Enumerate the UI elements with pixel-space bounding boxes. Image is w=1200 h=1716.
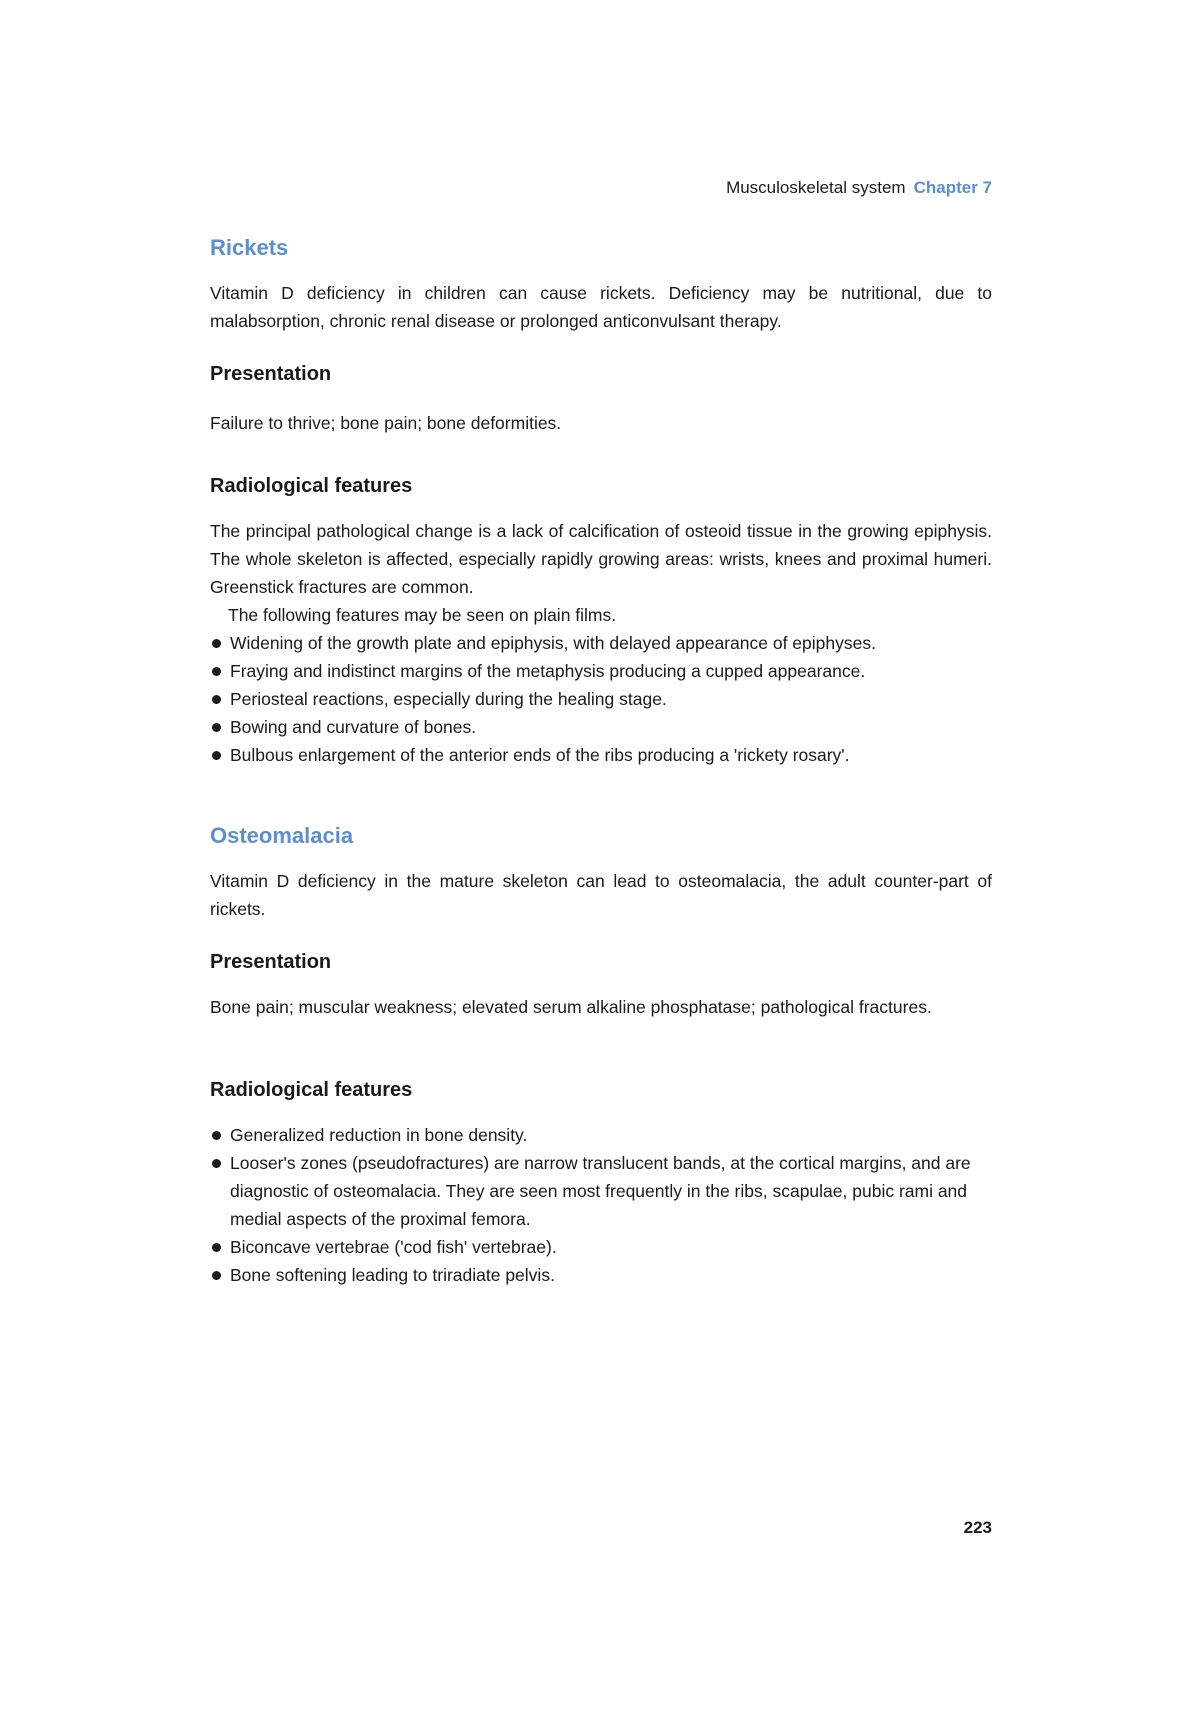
list-item — [210, 657, 992, 685]
list-item-text: Periosteal reactions, especially during the healing stage. — [230, 689, 667, 709]
osteomalacia-intro: Vitamin D deficiency in the mature skeleton can lead to osteomalacia, the adult counter-part of rickets. — [210, 871, 992, 919]
list-item-text: Biconcave vertebrae ('cod fish' vertebrae). — [230, 1237, 557, 1257]
page-number: 223 — [963, 1518, 992, 1537]
list-item-text: Bulbous enlargement of the anterior ends of the ribs producing a 'rickety rosary'. — [230, 745, 850, 765]
bullet-icon — [212, 1271, 221, 1280]
list-item — [210, 685, 992, 713]
bullet-icon — [212, 751, 221, 760]
osteomalacia-radiological-heading: Radiological features — [210, 1079, 413, 1101]
list-item — [210, 713, 992, 741]
list-item — [210, 1261, 992, 1289]
list-item-text: Generalized reduction in bone density. — [230, 1125, 528, 1145]
list-item-text: Widening of the growth plate and epiphysis, with delayed appearance of epiphyses. — [230, 633, 876, 653]
list-item-text: Looser's zones (pseudofractures) are narrow translucent bands, at the cortical margins, and are diagnostic of osteomalacia. They are seen most frequently in the ribs, scapulae, pubic rami and medial aspects of the proximal femora. — [230, 1153, 971, 1229]
rickets-features-intro: The following features may be seen on plain films. — [228, 605, 617, 625]
rickets-presentation-heading: Presentation — [210, 363, 332, 385]
list-item-text: Bone softening leading to triradiate pelvis. — [230, 1265, 555, 1285]
bullet-icon — [212, 667, 221, 676]
bullet-icon — [212, 1131, 221, 1140]
list-item — [210, 1121, 992, 1149]
list-item — [210, 629, 992, 657]
list-item — [210, 741, 992, 769]
bullet-icon — [212, 1159, 221, 1168]
running-head-section: Musculoskeletal system — [726, 178, 906, 197]
list-item-text: Bowing and curvature of bones. — [230, 717, 477, 737]
running-head — [726, 178, 992, 198]
osteomalacia-feature-list — [210, 1121, 992, 1289]
bullet-icon — [212, 639, 221, 648]
rickets-intro: Vitamin D deficiency in children can cause rickets. Deficiency may be nutritional, due to malabsorption, chronic renal disease or prolonged anticonvulsant therapy. — [210, 283, 992, 331]
list-item-text: Fraying and indistinct margins of the metaphysis producing a cupped appearance. — [230, 661, 866, 681]
list-item — [210, 1233, 992, 1261]
osteomalacia-presentation-heading: Presentation — [210, 951, 332, 973]
rickets-radiological-heading: Radiological features — [210, 475, 413, 497]
rickets-radiological-text: The principal pathological change is a lack of calcification of osteoid tissue in the growing epiphysis. The whole skeleton is affected, especially rapidly growing areas: wrists, knees and proximal humeri. Greenstick fractures are common. — [210, 521, 992, 597]
rickets-presentation-text: Failure to thrive; bone pain; bone deformities. — [210, 413, 562, 433]
list-item — [210, 1149, 992, 1233]
bullet-icon — [212, 723, 221, 732]
rickets-title: Rickets — [210, 235, 289, 260]
running-head-chapter: Chapter 7 — [913, 178, 992, 197]
osteomalacia-title: Osteomalacia — [210, 823, 354, 848]
bullet-icon — [212, 1243, 221, 1252]
bullet-icon — [212, 695, 221, 704]
rickets-feature-list — [210, 629, 992, 769]
osteomalacia-presentation-text: Bone pain; muscular weakness; elevated serum alkaline phosphatase; pathological fractures. — [210, 997, 932, 1017]
